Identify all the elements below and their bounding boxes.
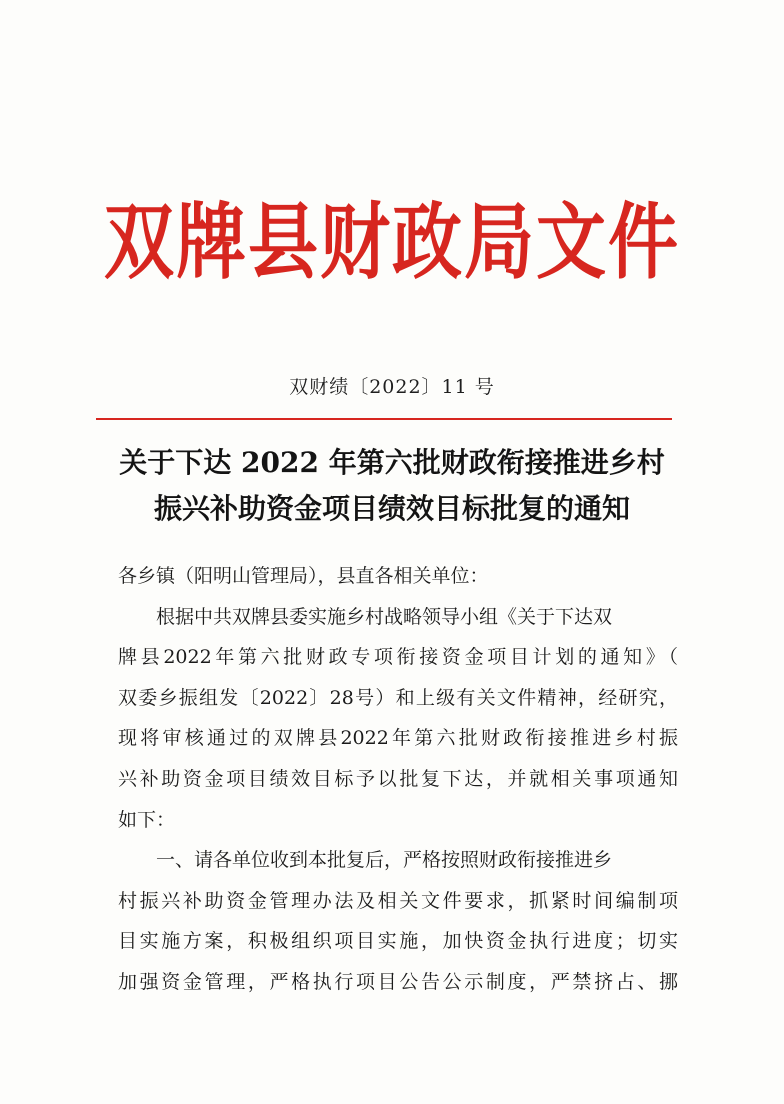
body-text [118, 556, 678, 1003]
paragraph-line: 村振兴补助资金管理办法及相关文件要求，抓紧时间编制项 [118, 889, 678, 912]
paragraph-line: 牌县2022年第六批财政专项衔接资金项目计划的通知》（ [118, 646, 678, 669]
paragraph-line: 现将审核通过的双牌县2022年第六批财政衔接推进乡村振 [118, 727, 678, 750]
paragraph-line: 加强资金管理，严格执行项目公告公示制度，严禁挤占、挪 [118, 970, 678, 993]
title-line-1: 关于下达 2022 年第六批财政衔接推进乡村 [119, 446, 665, 479]
red-divider-line [96, 418, 672, 420]
paragraph-line: 目实施方案，积极组织项目实施，加快资金执行进度；切实 [118, 930, 678, 953]
paragraph-line: 兴补助资金项目绩效目标予以批复下达，并就相关事项通知 [118, 767, 678, 790]
salutation-line: 各乡镇（阳明山管理局），县直各相关单位： [118, 565, 489, 587]
paragraph-line: 如下： [118, 808, 176, 831]
document-title [60, 440, 724, 532]
paragraph-line: 双委乡振组发〔2022〕28号）和上级有关文件精神，经研究， [118, 686, 678, 709]
document-number: 双财绩〔2022〕11 号 [289, 376, 495, 398]
paragraph-line: 一、请各单位收到本批复后，严格按照财政衔接推进乡 [156, 849, 613, 872]
paragraph-line: 根据中共双牌县委实施乡村战略领导小组《关于下达双 [156, 605, 613, 628]
masthead-title: 双牌县财政局文件 [104, 192, 680, 291]
title-line-2: 振兴补助资金项目绩效目标批复的通知 [153, 492, 630, 525]
